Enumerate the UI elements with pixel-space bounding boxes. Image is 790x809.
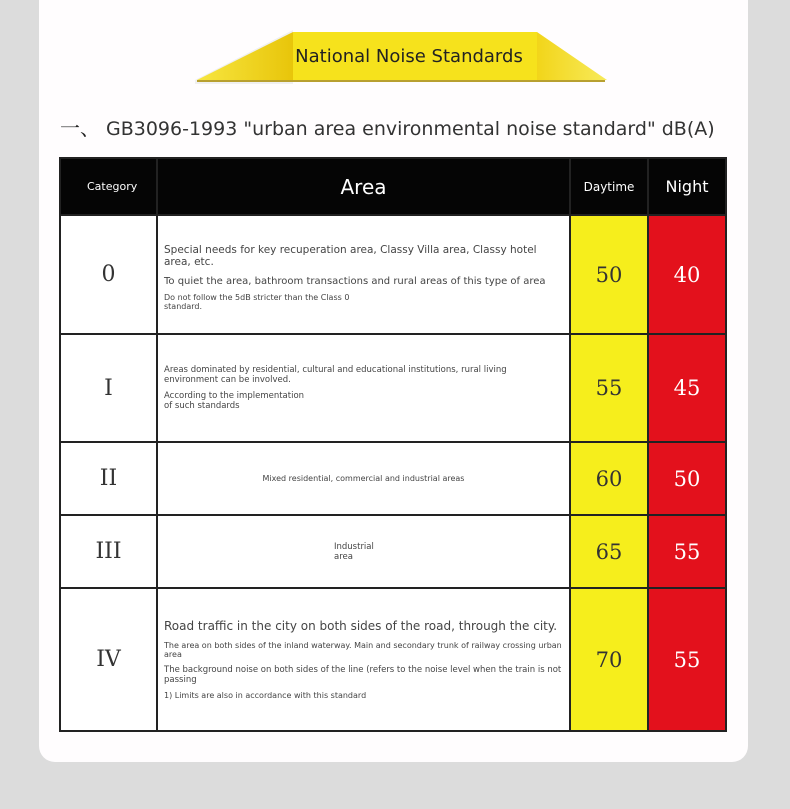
section-number: 一、 (60, 116, 100, 140)
table-row (60, 442, 726, 515)
area-description (157, 442, 570, 515)
category-cell: III (60, 515, 157, 588)
area-description (157, 215, 570, 334)
daytime-value: 60 (570, 442, 648, 515)
night-value: 45 (648, 334, 726, 442)
standard-heading (60, 112, 740, 142)
table-header-row (60, 158, 726, 215)
area-line: Special needs for key recuperation area, Classy Villa area, Classy hotel area, etc. (164, 244, 537, 268)
night-value: 55 (648, 515, 726, 588)
table-row (60, 334, 726, 442)
category-cell: I (60, 334, 157, 442)
heading-text: GB3096-1993 "urban area environmental noise standard" dB(A) (106, 118, 715, 140)
header-daytime: Daytime (570, 158, 648, 215)
header-night: Night (648, 158, 726, 215)
table-row (60, 215, 726, 334)
noise-standard-table (59, 157, 727, 732)
area-line: Areas dominated by residential, cultural and educational institutions, rural living environment can be involved. (164, 365, 507, 385)
category-cell: IV (60, 588, 157, 731)
area-line: Road traffic in the city on both sides of the road, through the city. (164, 619, 558, 633)
area-line: According to the implementation of such standards (164, 391, 305, 411)
daytime-value: 50 (570, 215, 648, 334)
area-description (157, 515, 570, 588)
area-line: Do not follow the 5dB stricter than the Class 0 standard. (164, 293, 350, 311)
area-line: The background noise on both sides of the line (refers to the noise level when the train is not passing (164, 665, 562, 685)
area-description (157, 334, 570, 442)
area-line: To quiet the area, bathroom transactions and rural areas of this type of area (164, 276, 546, 287)
category-cell: II (60, 442, 157, 515)
header-area: Area (157, 158, 570, 215)
header-category: Category (60, 158, 157, 215)
daytime-value: 70 (570, 588, 648, 731)
area-line: Industrial area (334, 541, 374, 562)
area-description (157, 588, 570, 731)
daytime-value: 55 (570, 334, 648, 442)
night-value: 40 (648, 215, 726, 334)
banner-title: National Noise Standards (295, 46, 523, 67)
table-row (60, 515, 726, 588)
night-value: 50 (648, 442, 726, 515)
night-value: 55 (648, 588, 726, 731)
title-banner (195, 28, 607, 84)
area-line: 1) Limits are also in accordance with this standard (164, 691, 367, 700)
daytime-value: 65 (570, 515, 648, 588)
area-line: Mixed residential, commercial and industrial areas (262, 474, 465, 483)
area-line: The area on both sides of the inland waterway. Main and secondary trunk of railway crossing urban area (164, 641, 562, 659)
table-row (60, 588, 726, 731)
category-cell: 0 (60, 215, 157, 334)
